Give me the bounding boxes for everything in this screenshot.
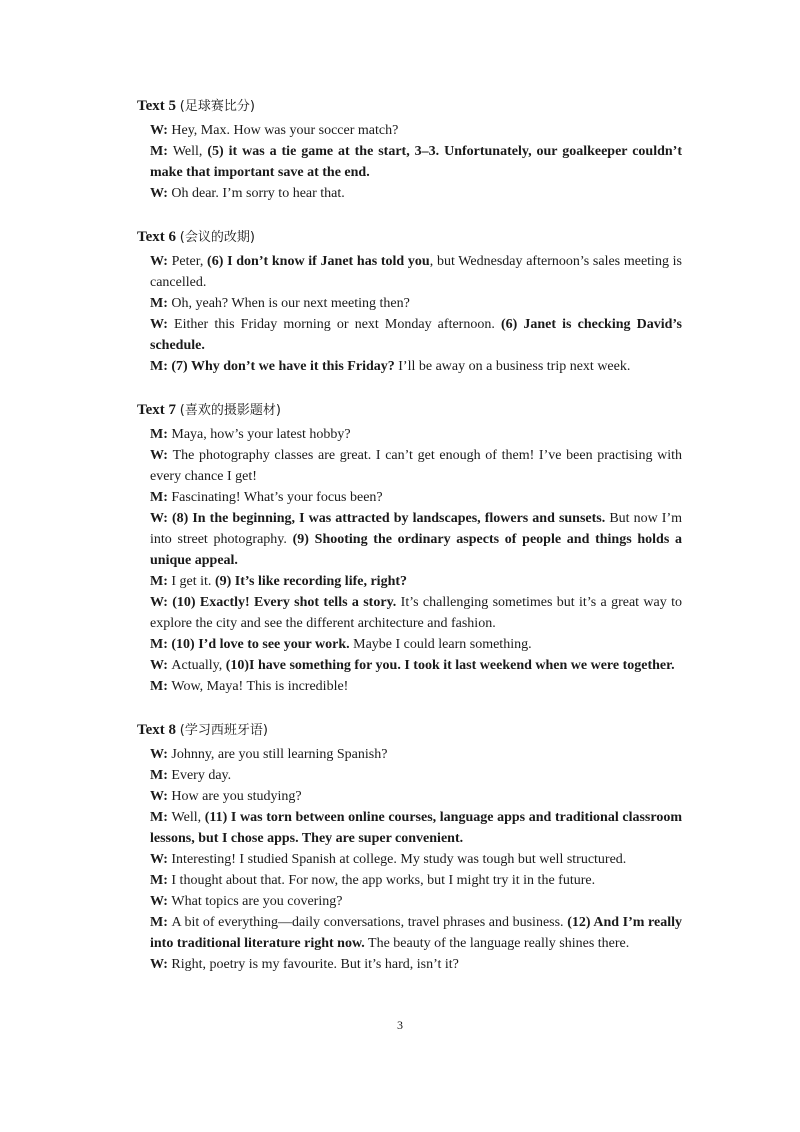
dialogue-text: Peter,	[171, 254, 208, 269]
section-title: Text 8	[137, 722, 177, 738]
dialogue-text: But now I’m into street photography.	[150, 511, 683, 547]
speaker-label: W:	[150, 254, 172, 269]
dialogue-line	[150, 870, 682, 891]
dialogue-line	[150, 293, 682, 314]
dialogue-line	[150, 445, 682, 487]
dialogue-text: I get it.	[171, 574, 215, 589]
section-subtitle: (会议的改期)	[179, 230, 255, 245]
dialogue-line	[150, 954, 682, 975]
dialogue-text: Maya, how’s your latest hobby?	[171, 427, 351, 442]
speaker-label: M:	[150, 810, 172, 825]
dialogue-text: Oh dear. I’m sorry to hear that.	[171, 186, 345, 201]
dialogue-line	[150, 314, 682, 356]
speaker-label: M:	[150, 359, 172, 374]
speaker-label: W:	[150, 123, 172, 138]
speaker-label: M:	[150, 768, 172, 783]
dialogue-text: Johnny, are you still learning Spanish?	[171, 747, 388, 762]
speaker-label: W:	[150, 448, 173, 463]
dialogue-text: (6) I don’t know if Janet has told you	[207, 254, 430, 269]
transcript-section	[137, 400, 682, 697]
section-heading	[137, 227, 682, 248]
speaker-label: W:	[150, 747, 172, 762]
section-heading	[137, 720, 682, 741]
speaker-label: W:	[150, 789, 172, 804]
speaker-label: M:	[150, 427, 172, 442]
speaker-label: M:	[150, 679, 172, 694]
dialogue-text: Every day.	[171, 768, 232, 783]
dialogue-text: (7) Why don’t we have it this Friday?	[171, 359, 395, 374]
dialogue-text: What topics are you covering?	[171, 894, 343, 909]
dialogue-text: (12) And I’m really into traditional literature right now.	[150, 915, 682, 951]
speaker-label: M:	[150, 296, 172, 311]
dialogue-text: I thought about that. For now, the app works, but I might try it in the future.	[171, 873, 596, 888]
section-title: Text 6	[137, 229, 177, 245]
dialogue-text: Interesting! I studied Spanish at college. My study was tough but well structured.	[171, 852, 627, 867]
dialogue-text: How are you studying?	[171, 789, 302, 804]
dialogue-line	[150, 571, 682, 592]
dialogue-text: (5) it was a tie game at the start, 3–3. Unfortunately, our goalkeeper couldn’t make that important save at the end.	[150, 144, 682, 180]
dialogue-text: Hey, Max. How was your soccer match?	[171, 123, 399, 138]
dialogue-line	[150, 786, 682, 807]
dialogue-line	[150, 141, 682, 183]
dialogue-text: (8) In the beginning, I was attracted by landscapes, flowers and sunsets.	[171, 511, 606, 526]
dialogue-line	[150, 183, 682, 204]
dialogue-line	[150, 912, 682, 954]
speaker-label: M:	[150, 915, 172, 930]
speaker-label: M:	[150, 637, 172, 652]
speaker-label: M:	[150, 490, 172, 505]
transcript-section	[137, 720, 682, 975]
section-title: Text 7	[137, 402, 177, 418]
dialogue-text: (10) I’d love to see your work.	[171, 637, 350, 652]
dialogue-text: (9) Shooting the ordinary aspects of people and things holds a unique appeal.	[150, 532, 683, 568]
dialogue-text: Either this Friday morning or next Monday afternoon.	[174, 317, 501, 332]
transcript-body	[137, 96, 682, 998]
speaker-label: W:	[150, 957, 172, 972]
section-heading	[137, 96, 682, 117]
dialogue-text: Right, poetry is my favourite. But it’s hard, isn’t it?	[171, 957, 459, 972]
speaker-label: W:	[150, 511, 172, 526]
dialogue-line	[150, 508, 682, 571]
transcript-section	[137, 227, 682, 377]
dialogue-text: It’s challenging sometimes but it’s a great way to explore the city and see the different architecture and fashion.	[150, 595, 682, 631]
dialogue-text: Maybe I could learn something.	[349, 637, 532, 652]
dialogue-line	[150, 744, 682, 765]
speaker-label: W:	[150, 186, 172, 201]
dialogue-text: (11) I was torn between online courses, language apps and traditional classroom lessons, but I chose apps. They are super convenient.	[150, 810, 682, 846]
speaker-label: W:	[150, 317, 175, 332]
dialogue-line	[150, 676, 682, 697]
dialogue-line	[150, 634, 682, 655]
page-number: 3	[397, 1018, 403, 1032]
dialogue-text: Oh, yeah? When is our next meeting then?	[171, 296, 410, 311]
speaker-label: W:	[150, 595, 173, 610]
transcript-section	[137, 96, 682, 204]
section-subtitle: (学习西班牙语)	[179, 723, 268, 738]
speaker-label: M:	[150, 574, 172, 589]
dialogue-text: A bit of everything—daily conversations, travel phrases and business.	[171, 915, 568, 930]
dialogue-text: (6) Janet is checking David’s schedule.	[150, 317, 683, 353]
dialogue-text: Well,	[172, 144, 208, 159]
dialogue-text: (10) Exactly! Every shot tells a story.	[172, 595, 397, 610]
section-subtitle: (足球赛比分)	[179, 99, 255, 114]
dialogue-line	[150, 251, 682, 293]
dialogue-text: Wow, Maya! This is incredible!	[171, 679, 349, 694]
dialogue-line	[150, 592, 682, 634]
speaker-label: W:	[150, 658, 172, 673]
speaker-label: W:	[150, 894, 172, 909]
speaker-label: W:	[150, 852, 172, 867]
dialogue-text: Well,	[171, 810, 205, 825]
section-title: Text 5	[137, 98, 177, 114]
dialogue-line	[150, 120, 682, 141]
dialogue-text: (10)I have something for you. I took it last weekend when we were together.	[225, 658, 675, 673]
section-subtitle: (喜欢的摄影题材)	[179, 403, 281, 418]
dialogue-text: Fascinating! What’s your focus been?	[171, 490, 383, 505]
dialogue-text: , but Wednesday afternoon’s sales meeting is cancelled.	[150, 254, 682, 290]
dialogue-text: (9) It’s like recording life, right?	[214, 574, 408, 589]
dialogue-line	[150, 891, 682, 912]
speaker-label: M:	[150, 873, 172, 888]
dialogue-text: Actually,	[171, 658, 226, 673]
dialogue-text: I’ll be away on a business trip next week.	[394, 359, 631, 374]
dialogue-line	[150, 356, 682, 377]
speaker-label: M:	[150, 144, 173, 159]
dialogue-line	[150, 807, 682, 849]
dialogue-line	[150, 765, 682, 786]
dialogue-line	[150, 655, 682, 676]
dialogue-line	[150, 849, 682, 870]
dialogue-line	[150, 487, 682, 508]
dialogue-text: The photography classes are great. I can’t get enough of them! I’ve been practising with every chance I get!	[150, 448, 683, 484]
section-heading	[137, 400, 682, 421]
dialogue-line	[150, 424, 682, 445]
dialogue-text: The beauty of the language really shines there.	[364, 936, 630, 951]
section-list	[137, 96, 682, 975]
